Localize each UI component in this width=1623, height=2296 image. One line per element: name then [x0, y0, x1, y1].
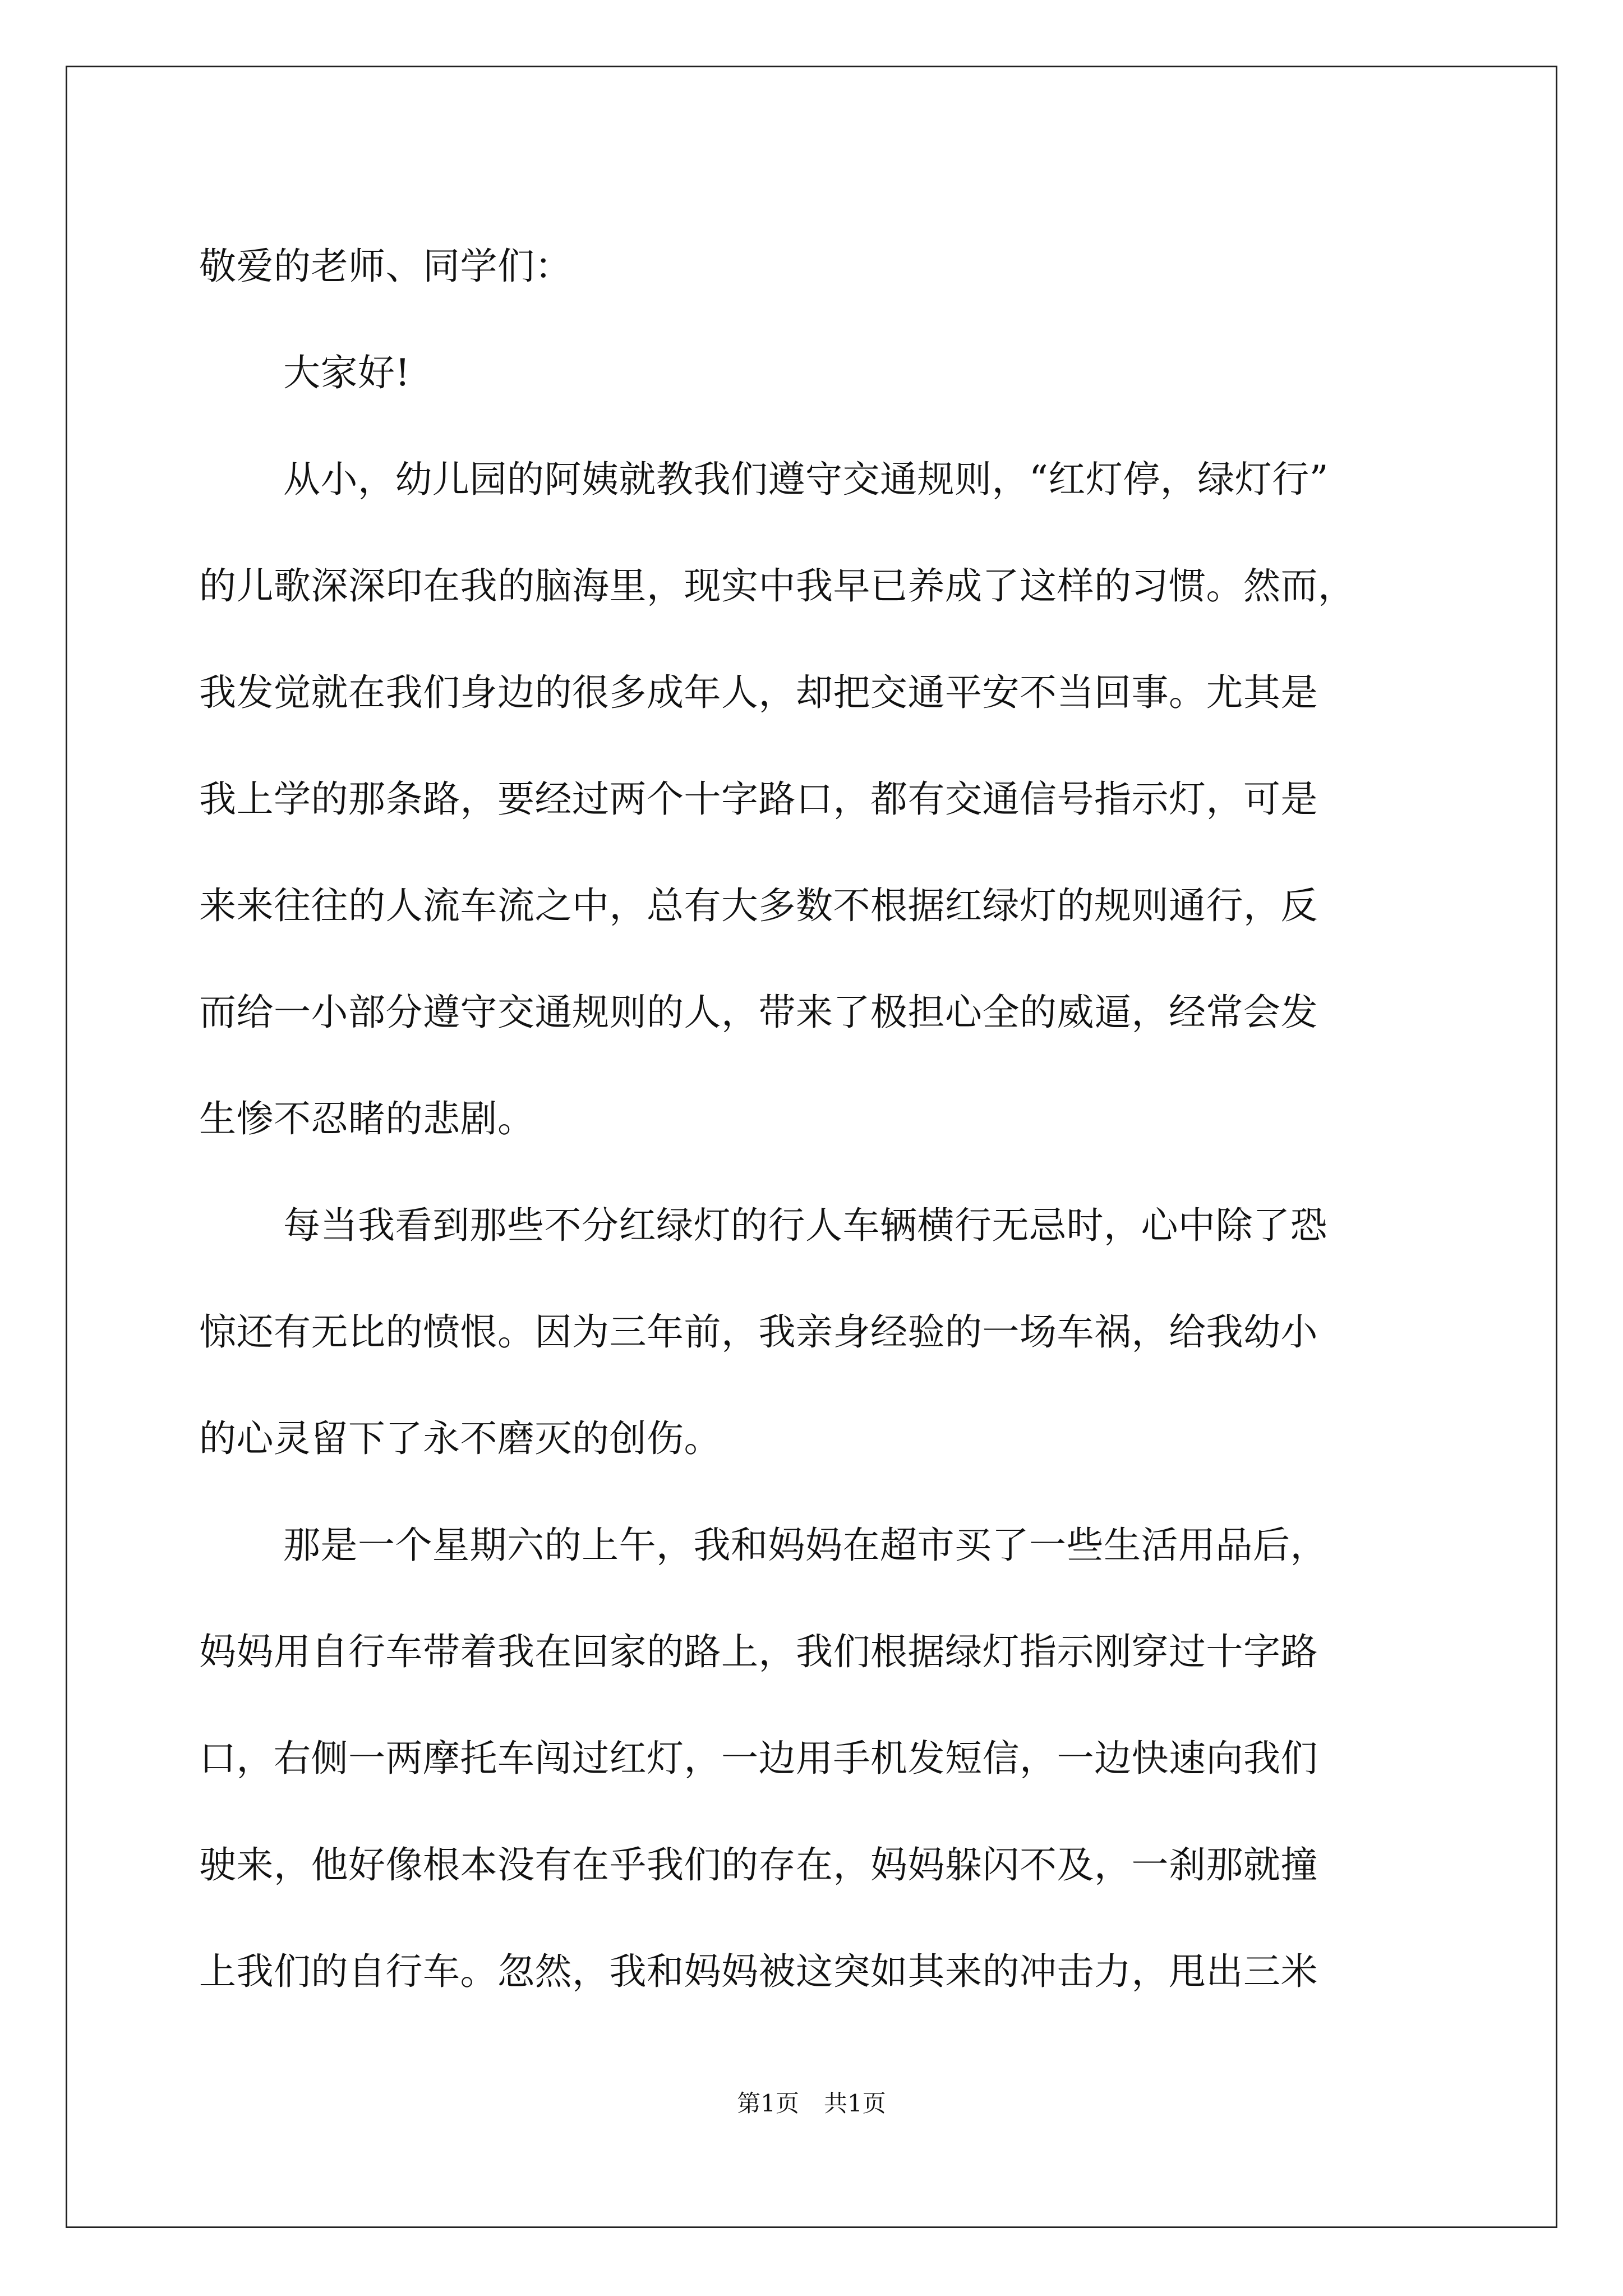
paragraph-line: 上我们的自行车。忽然，我和妈妈被这突如其来的冲击力，甩出三米	[199, 1950, 1318, 1993]
paragraph-feelings	[199, 1172, 1433, 1492]
paragraph-traffic-rules	[199, 426, 1433, 1172]
paragraph-line: 生惨不忍睹的悲剧。	[199, 1097, 535, 1140]
page-total: 共1页	[824, 2090, 886, 2117]
paragraph-line: 那是一个星期六的上午，我和妈妈在超市买了一些生活用品后，	[283, 1524, 1327, 1567]
paragraph-line: 而给一小部分遵守交通规则的人，带来了极担心全的威逼，经常会发	[199, 991, 1318, 1034]
document-body	[199, 213, 1433, 2025]
paragraph-line: 惊还有无比的愤恨。因为三年前，我亲身经验的一场车祸，给我幼小	[199, 1310, 1318, 1354]
page-footer	[0, 2087, 1623, 2120]
paragraph-line: 口，右侧一两摩托车闯过红灯，一边用手机发短信，一边快速向我们	[199, 1737, 1318, 1780]
paragraph-line: 我上学的那条路，要经过两个十字路口，都有交通信号指示灯，可是	[199, 777, 1318, 821]
paragraph-line: 妈妈用自行车带着我在回家的路上，我们根据绿灯指示刚穿过十字路	[199, 1630, 1318, 1673]
paragraph-line: 我发觉就在我们身边的很多成年人，却把交通平安不当回事。尤其是	[199, 671, 1318, 714]
paragraph-line: 的儿歌深深印在我的脑海里，现实中我早已养成了这样的习惯。然而，	[199, 564, 1355, 608]
paragraph-line: 来来往往的人流车流之中，总有大多数不根据红绿灯的规则通行，反	[199, 884, 1318, 927]
paragraph-line: 的心灵留下了永不磨灭的创伤。	[199, 1417, 721, 1460]
salutation: 敬爱的老师、同学们：	[199, 245, 572, 288]
paragraph-greeting	[199, 320, 1433, 426]
paragraph-line: 从小，幼儿园的阿姨就教我们遵守交通规则，“红灯停，绿灯行”	[283, 458, 1329, 501]
paragraph-line: 大家好!	[283, 351, 411, 394]
paragraph-line: 驶来，他好像根本没有在乎我们的存在，妈妈躲闪不及，一刹那就撞	[199, 1843, 1318, 1887]
paragraph-line: 每当我看到那些不分红绿灯的行人车辆横行无忌时，心中除了恐	[283, 1204, 1327, 1247]
page-number: 第1页	[737, 2090, 799, 2117]
paragraph-accident	[199, 1492, 1433, 2025]
